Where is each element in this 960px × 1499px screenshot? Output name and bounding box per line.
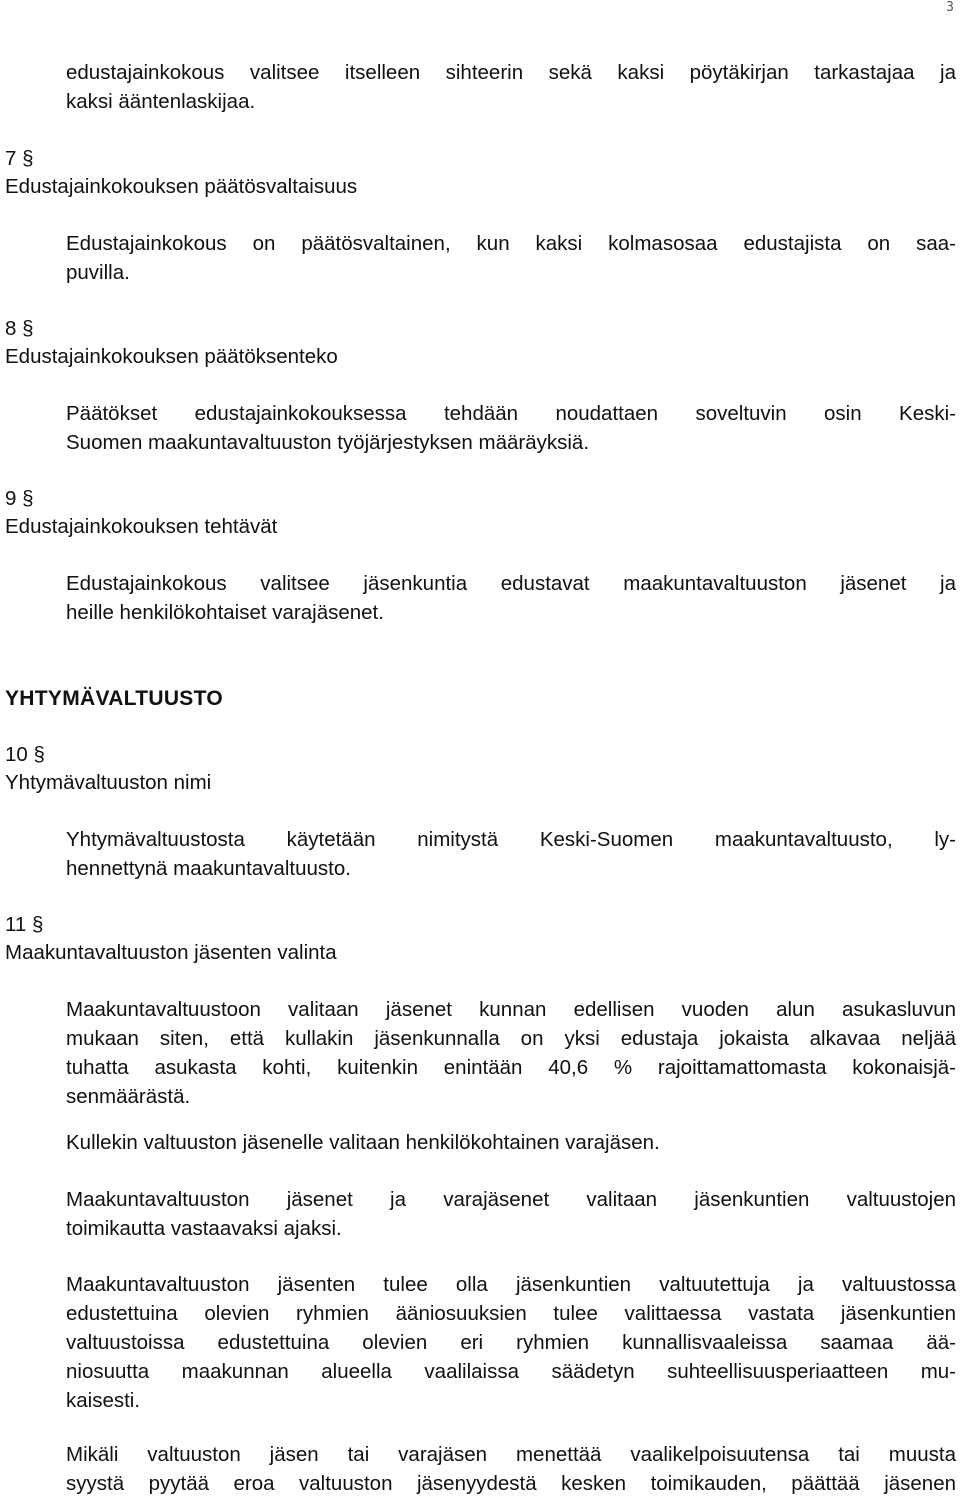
text-line: toimikautta vastaavaksi ajaksi.: [66, 1217, 342, 1240]
text-line: kaksi ääntenlaskijaa.: [66, 90, 256, 113]
section-7-title: Edustajainkokouksen päätösvaltaisuus: [5, 175, 358, 198]
text-line: Suomen maakuntavaltuuston työjärjestyksen määräyksiä.: [66, 431, 590, 454]
text-line: syystä pyytää eroa valtuuston jäsenyydestä kesken toimikauden, päättää jäsenen: [66, 1472, 956, 1495]
text-line: senmäärästä.: [66, 1085, 191, 1108]
section-10-paragraph: [66, 825, 956, 883]
section-11-number: 11 §: [5, 913, 44, 936]
text-line: Mikäli valtuuston jäsen tai varajäsen menettää vaalikelpoisuutensa tai muusta: [66, 1443, 956, 1466]
text-line: heille henkilökohtaiset varajäsenet.: [66, 601, 384, 624]
text-line: Maakuntavaltuuston jäsenet ja varajäsenet valitaan jäsenkuntien valtuustojen: [66, 1188, 956, 1211]
text-line: edustettuina olevien ryhmien ääniosuuksien tulee valittaessa vastata jäsenkuntien: [66, 1302, 956, 1325]
text-line: Kullekin valtuuston jäsenelle valitaan henkilökohtainen varajäsen.: [66, 1131, 660, 1154]
text-line: hennettynä maakuntavaltuusto.: [66, 857, 351, 880]
section-7-paragraph: [66, 229, 956, 287]
text-line: puvilla.: [66, 261, 130, 284]
section-11-paragraph-groups: [66, 1270, 956, 1415]
section-11-paragraph-resignation: [66, 1440, 956, 1498]
text-line: Maakuntavaltuuston jäsenten tulee olla jäsenkuntien valtuutettuja ja valtuustossa: [66, 1273, 956, 1296]
text-line: Yhtymävaltuustosta käytetään nimitystä Keski-Suomen maakuntavaltuusto, ly-: [66, 828, 956, 851]
section-10-number: 10 §: [5, 743, 45, 766]
chapter-heading: YHTYMÄVALTUUSTO: [5, 687, 223, 710]
section-8-number: 8 §: [5, 317, 34, 340]
paragraph-secretary: [66, 58, 956, 116]
text-line: Päätökset edustajainkokouksessa tehdään noudattaen soveltuvin osin Keski-: [66, 402, 956, 425]
section-11-paragraph-seats: [66, 995, 956, 1111]
text-line: valtuustoissa edustettuina olevien eri ryhmien kunnallisvaaleissa saamaa ää-: [66, 1331, 956, 1354]
section-8-paragraph: [66, 399, 956, 457]
text-line: mukaan siten, että kullakin jäsenkunnalla on yksi edustaja jokaista alkavaa neljää: [66, 1027, 956, 1050]
page-number: 3: [946, 0, 954, 15]
section-9-title: Edustajainkokouksen tehtävät: [5, 515, 278, 538]
text-line: niosuutta maakunnan alueella vaalilaissa säädetyn suhteellisuusperiaatteen mu-: [66, 1360, 956, 1383]
section-11-title: Maakuntavaltuuston jäsenten valinta: [5, 941, 337, 964]
text-line: Maakuntavaltuustoon valitaan jäsenet kunnan edellisen vuoden alun asukasluvun: [66, 998, 956, 1021]
text-line: Edustajainkokous valitsee jäsenkuntia edustavat maakuntavaltuuston jäsenet ja: [66, 572, 956, 595]
section-7-number: 7 §: [5, 147, 34, 170]
section-9-number: 9 §: [5, 487, 34, 510]
text-line: edustajainkokous valitsee itselleen sihteerin sekä kaksi pöytäkirjan tarkastajaa ja: [66, 61, 956, 84]
text-line: kaisesti.: [66, 1389, 141, 1412]
section-10-title: Yhtymävaltuuston nimi: [5, 771, 212, 794]
section-8-title: Edustajainkokouksen päätöksenteko: [5, 345, 338, 368]
section-11-paragraph-term: [66, 1185, 956, 1243]
text-line: Edustajainkokous on päätösvaltainen, kun kaksi kolmasosaa edustajista on saa-: [66, 232, 956, 255]
text-line: tuhatta asukasta kohti, kuitenkin enintään 40,6 % rajoittamattomasta kokonaisjä-: [66, 1056, 956, 1079]
section-11-paragraph-deputy: [66, 1128, 956, 1157]
section-9-paragraph: [66, 569, 956, 627]
